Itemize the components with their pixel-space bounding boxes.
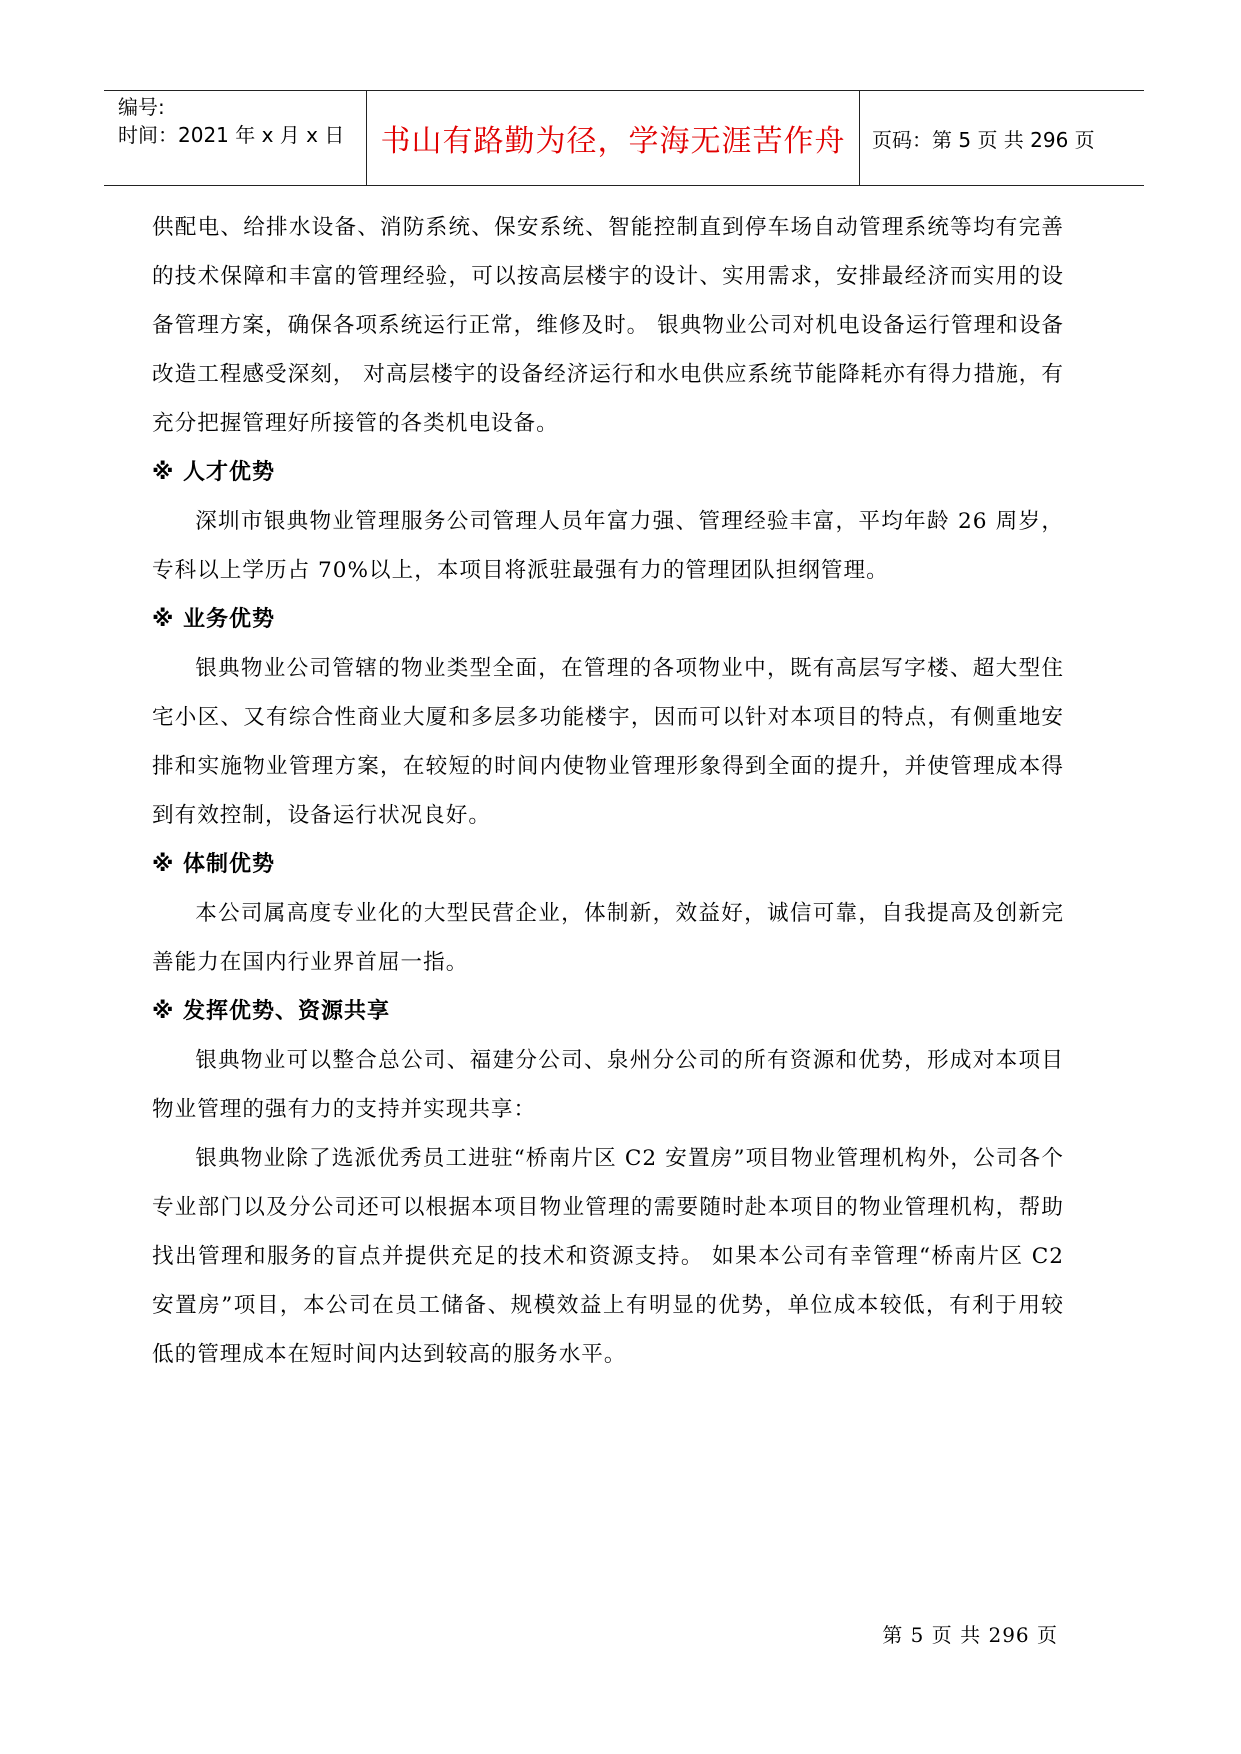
section-heading: ※ 发挥优势、资源共享 bbox=[152, 999, 391, 1024]
section-heading: ※ 业务优势 bbox=[152, 607, 276, 632]
header-page-cell bbox=[860, 91, 1144, 185]
body-paragraph: 银典物业可以整合总公司、福建分公司、泉州分公司的所有资源和优势，形成对本项目物业管理的强有力的支持并实现共享： bbox=[152, 1048, 1064, 1122]
document-number-label: 编号: bbox=[118, 95, 165, 119]
page-header bbox=[104, 90, 1144, 186]
body-paragraph: 深圳市银典物业管理服务公司管理人员年富力强、管理经验丰富，平均年龄 26 周岁，专科以上学历占 70%以上，本项目将派驻最强有力的管理团队担纲管理。 bbox=[152, 509, 1064, 583]
section-heading: ※ 体制优势 bbox=[152, 852, 276, 877]
document-body bbox=[152, 203, 1064, 1379]
header-motto: 书山有路勤为径，学海无涯苦作舟 bbox=[380, 124, 846, 159]
section-heading: ※ 人才优势 bbox=[152, 460, 276, 485]
page-footer: 第 5 页 共 296 页 bbox=[882, 1623, 1058, 1647]
body-paragraph: 供配电、给排水设备、消防系统、保安系统、智能控制直到停车场自动管理系统等均有完善的技术保障和丰富的管理经验，可以按高层楼宇的设计、实用需求，安排最经济而实用的设备管理方案，确保各项系统运行正常，维修及时。 银典物业公司对机电设备运行管理和设备改造工程感受深刻， 对高层楼宇的设备经济运行和水电供应系统节能降耗亦有得力措施，有充分把握管理好所接管的各类机电设备。 bbox=[152, 215, 1064, 436]
body-paragraph: 银典物业公司管辖的物业类型全面，在管理的各项物业中，既有高层写字楼、超大型住宅小区、又有综合性商业大厦和多层多功能楼宇，因而可以针对本项目的特点，有侧重地安排和实施物业管理方案，在较短的时间内使物业管理形象得到全面的提升，并使管理成本得到有效控制，设备运行状况良好。 bbox=[152, 656, 1064, 828]
document-time-label: 时间：2021 年 x 月 x 日 bbox=[118, 123, 345, 147]
body-paragraph: 银典物业除了选派优秀员工进驻“桥南片区 C2 安置房”项目物业管理机构外，公司各个专业部门以及分公司还可以根据本项目物业管理的需要随时赴本项目的物业管理机构，帮助找出管理和服务的盲点并提供充足的技术和资源支持。 如果本公司有幸管理“桥南片区 C2 安置房”项目，本公司在员工储备、规模效益上有明显的优势，单位成本较低，有利于用较低的管理成本在短时间内达到较高的服务水平。 bbox=[152, 1146, 1064, 1367]
header-meta bbox=[104, 91, 367, 185]
body-paragraph: 本公司属高度专业化的大型民营企业，体制新，效益好，诚信可靠，自我提高及创新完善能力在国内行业界首屈一指。 bbox=[152, 901, 1064, 975]
header-motto-cell bbox=[367, 91, 860, 185]
header-page-label: 页码：第 5 页 共 296 页 bbox=[872, 127, 1095, 152]
